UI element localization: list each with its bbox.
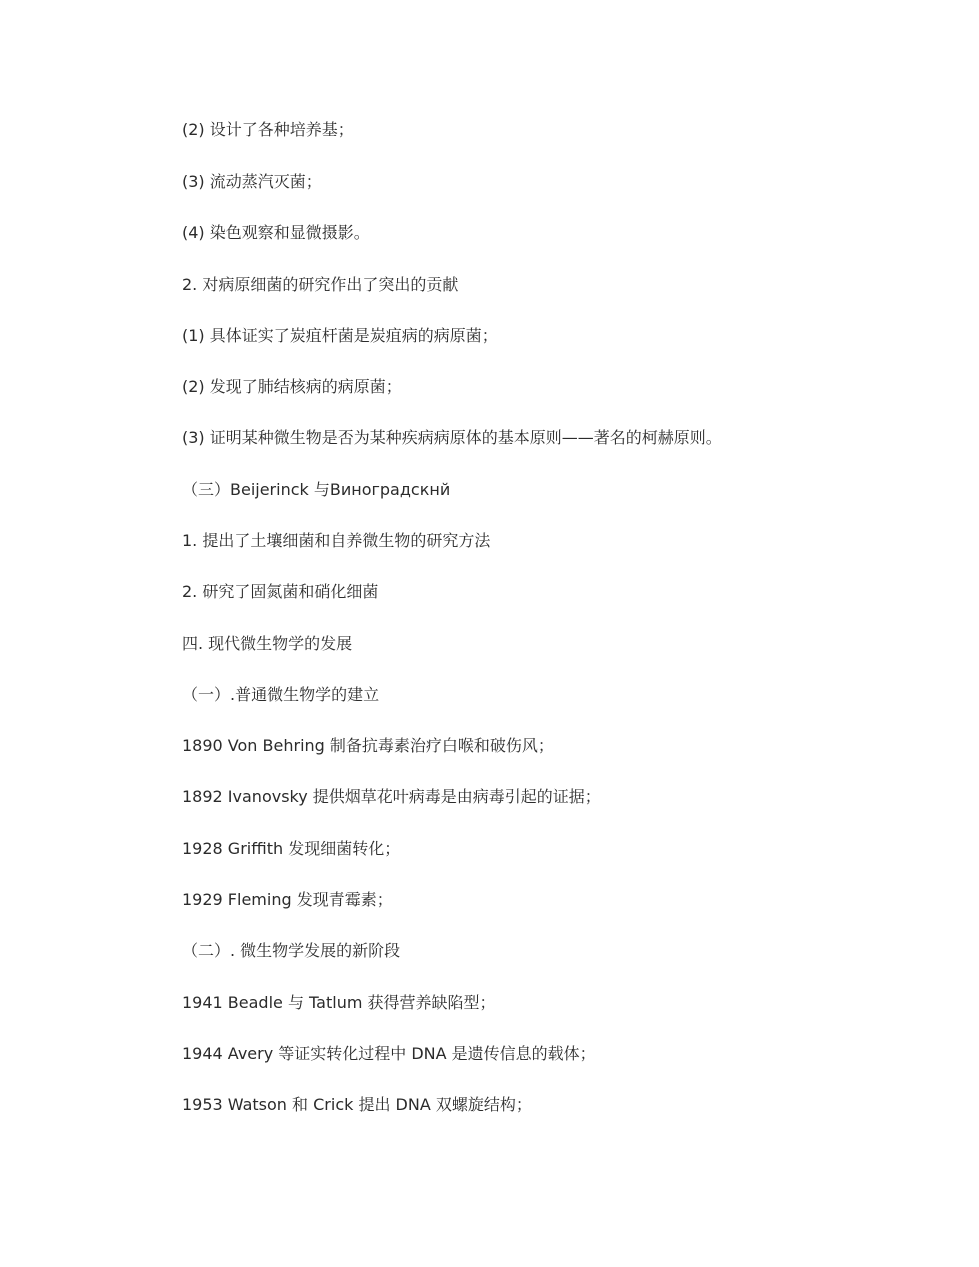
text-line: 1929 Fleming 发现青霉素；	[182, 890, 393, 909]
text-line: (2) 设计了各种培养基；	[182, 120, 354, 139]
section-heading: （二）. 微生物学发展的新阶段	[182, 941, 401, 960]
text-line: 2. 研究了固氮菌和硝化细菌	[182, 582, 379, 601]
text-line: 1890 Von Behring 制备抗毒素治疗白喉和破伤风；	[182, 736, 554, 755]
text-line: 1953 Watson 和 Crick 提出 DNA 双螺旋结构；	[182, 1095, 532, 1114]
text-line: (1) 具体证实了炭疽杆菌是炭疽病的病原菌；	[182, 326, 498, 345]
text-line: 1. 提出了土壤细菌和自养微生物的研究方法	[182, 531, 491, 550]
text-line: (2) 发现了肺结核病的病原菌；	[182, 377, 402, 396]
text-line: 1928 Griffith 发现细菌转化；	[182, 839, 401, 858]
text-line: 1892 Ivanovsky 提供烟草花叶病毒是由病毒引起的证据；	[182, 787, 601, 806]
text-line: (3) 流动蒸汽灭菌；	[182, 172, 322, 191]
section-heading: 四. 现代微生物学的发展	[182, 634, 353, 653]
text-line: (4) 染色观察和显微摄影。	[182, 223, 370, 242]
section-heading: 2. 对病原细菌的研究作出了突出的贡献	[182, 275, 459, 294]
text-line: 1944 Avery 等证实转化过程中 DNA 是遗传信息的载体；	[182, 1044, 596, 1063]
text-line: 1941 Beadle 与 Tatlum 获得营养缺陷型；	[182, 993, 496, 1012]
section-heading: （三）Beijerinck 与Виноградскнй	[182, 480, 451, 499]
text-line: (3) 证明某种微生物是否为某种疾病病原体的基本原则——著名的柯赫原则。	[182, 428, 722, 447]
section-heading: （一）.普通微生物学的建立	[182, 685, 380, 704]
